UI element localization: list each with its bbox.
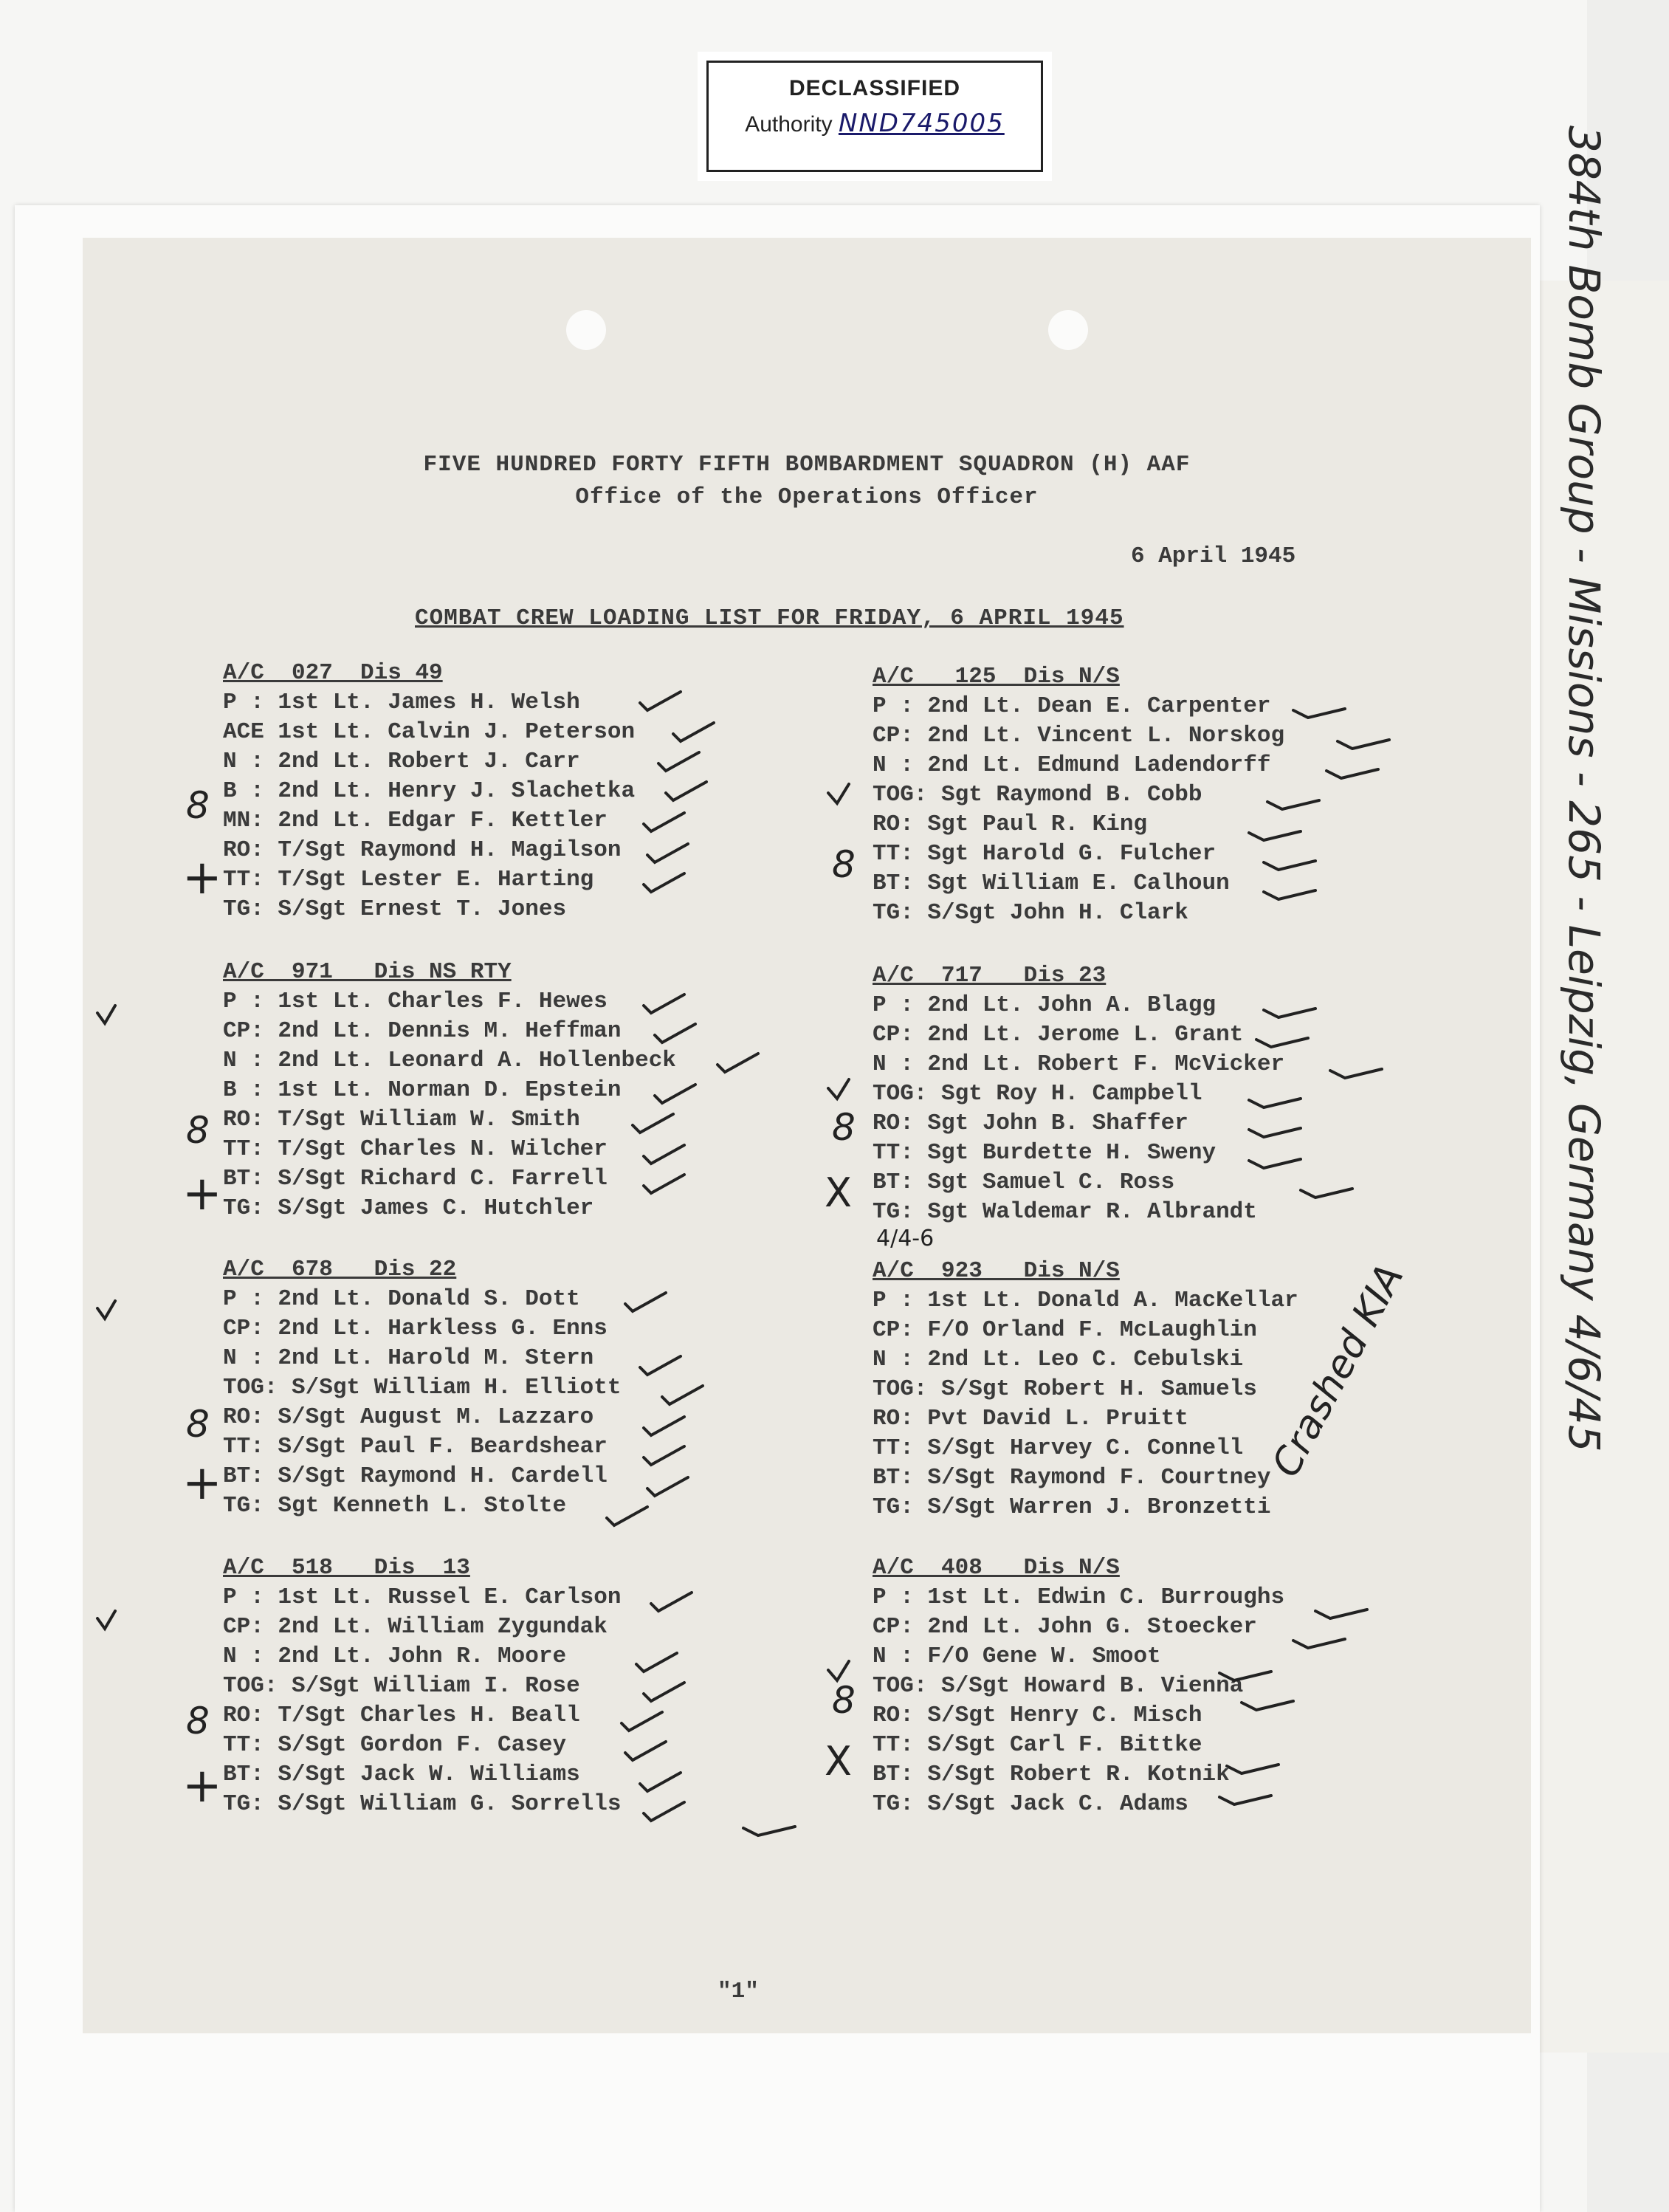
crew-line: P : 1st Lt. Edwin C. Burroughs [873,1584,1285,1610]
handwritten-crashed-note: Crashed KIA [1264,1257,1413,1485]
crew-line: P : 2nd Lt. Dean E. Carpenter [873,693,1271,719]
crew-line: CP: 2nd Lt. Vincent L. Norskog [873,723,1285,749]
crew-line: RO: T/Sgt Raymond H. Magilson [223,837,622,863]
crew-line: MN: 2nd Lt. Edgar F. Kettler [223,808,608,834]
crew-line: CP: 2nd Lt. Dennis M. Heffman [223,1018,622,1044]
crew-line: CP: 2nd Lt. Jerome L. Grant [873,1022,1244,1048]
crew-line: BT: S/Sgt Richard C. Farrell [223,1166,608,1192]
crew-line: ACE 1st Lt. Calvin J. Peterson [223,719,636,745]
crew-line: RO: S/Sgt Henry C. Misch [873,1703,1202,1728]
crew-line: TT: S/Sgt Gordon F. Casey [223,1732,567,1758]
crew-line: TT: T/Sgt Charles N. Wilcher [223,1136,608,1162]
aircraft-heading: A/C 678 Dis 22 [223,1257,457,1282]
handwritten-eight: 8 [832,843,856,886]
declassified-stamp [698,52,1052,181]
handwritten-x: X [825,1738,852,1785]
stamp-title: DECLASSIFIED [788,76,961,100]
handwritten-cross: + [182,1167,222,1221]
crew-line: TT: S/Sgt Paul F. Beardshear [223,1434,608,1460]
crew-line: N : 2nd Lt. John R. Moore [223,1643,567,1669]
crew-line: TT: S/Sgt Harvey C. Connell [873,1435,1244,1461]
authority-value: NND745005 [838,109,1005,138]
handwritten-x: X [825,1169,852,1216]
crew-line: RO: Sgt Paul R. King [873,811,1148,837]
crew-line: TOG: S/Sgt William I. Rose [223,1673,580,1699]
aircraft-heading: A/C 125 Dis N/S [873,664,1120,690]
handwritten-eight: 8 [186,784,210,827]
crew-line: RO: Pvt David L. Pruitt [873,1406,1188,1432]
aircraft-heading: A/C 717 Dis 23 [873,963,1107,989]
crew-line: TG: S/Sgt Jack C. Adams [873,1791,1188,1817]
crew-line: RO: T/Sgt Charles H. Beall [223,1703,580,1728]
crew-line: TT: Sgt Harold G. Fulcher [873,841,1217,867]
crew-line: N : 2nd Lt. Leo C. Cebulski [873,1347,1244,1373]
handwritten-eight: 8 [186,1109,210,1152]
crew-line: BT: S/Sgt Raymond H. Cardell [223,1463,608,1489]
crew-line: TOG: Sgt Roy H. Campbell [873,1081,1202,1107]
authority-label: Authority [745,112,833,137]
crew-line: TOG: S/Sgt William H. Elliott [223,1375,622,1401]
aircraft-heading: A/C 027 Dis 49 [223,660,443,686]
crew-line: TG: Sgt Kenneth L. Stolte [223,1493,567,1519]
handwritten-eight: 8 [832,1106,856,1149]
crew-line: P : 1st Lt. Donald A. MacKellar [873,1288,1298,1313]
crew-line: BT: S/Sgt Jack W. Williams [223,1762,580,1787]
crew-line: B : 2nd Lt. Henry J. Slachetka [223,778,636,804]
handwritten-eight: 8 [186,1403,210,1446]
crew-line: TOG: Sgt Raymond B. Cobb [873,782,1202,808]
handwritten-cross: + [182,851,222,905]
crew-line: TT: S/Sgt Carl F. Bittke [873,1732,1202,1758]
crew-line: CP: 2nd Lt. William Zygundak [223,1614,608,1640]
aircraft-heading: A/C 408 Dis N/S [873,1555,1120,1581]
document-date: 6 April 1945 [1131,543,1296,569]
crew-line: P : 2nd Lt. John A. Blagg [873,992,1217,1018]
document-sheet [83,238,1531,2033]
crew-line: CP: F/O Orland F. McLaughlin [873,1317,1257,1343]
handwritten-cross: + [182,1759,222,1813]
crew-line: TG: S/Sgt John H. Clark [873,900,1188,926]
handwritten-eight: 8 [186,1700,210,1742]
crew-line: TT: T/Sgt Lester E. Harting [223,867,594,893]
checkmark-layer [83,238,1531,2033]
crew-line: N : 2nd Lt. Harold M. Stern [223,1345,594,1371]
aircraft-heading: A/C 971 Dis NS RTY [223,959,512,985]
handwritten-date-note: 4/4-6 [876,1226,935,1251]
crew-line: P : 1st Lt. Russel E. Carlson [223,1584,622,1610]
crew-line: BT: Sgt William E. Calhoun [873,870,1230,896]
crew-line: B : 1st Lt. Norman D. Epstein [223,1077,622,1103]
crew-line: P : 2nd Lt. Donald S. Dott [223,1286,580,1312]
crew-line: BT: S/Sgt Raymond F. Courtney [873,1465,1271,1491]
crew-line: N : F/O Gene W. Smoot [873,1643,1161,1669]
list-title: COMBAT CREW LOADING LIST FOR FRIDAY, 6 APRIL 1945 [415,605,1124,631]
crew-line: N : 2nd Lt. Robert J. Carr [223,749,580,774]
crew-line: BT: S/Sgt Robert R. Kotnik [873,1762,1230,1787]
crew-line: TG: Sgt Waldemar R. Albrandt [873,1199,1257,1225]
crew-line: N : 2nd Lt. Leonard A. Hollenbeck [223,1048,676,1074]
crew-line: N : 2nd Lt. Robert F. McVicker [873,1051,1285,1077]
handwritten-eight: 8 [832,1679,856,1722]
office-heading: Office of the Operations Officer [575,484,1039,510]
page-number: "1" [718,1979,759,2005]
crew-line: TOG: S/Sgt Robert H. Samuels [873,1376,1257,1402]
crew-line: RO: Sgt John B. Shaffer [873,1110,1188,1136]
crew-line: P : 1st Lt. James H. Welsh [223,690,580,715]
aircraft-heading: A/C 518 Dis 13 [223,1555,470,1581]
crew-line: RO: T/Sgt William W. Smith [223,1107,580,1133]
crew-line: TG: S/Sgt Warren J. Bronzetti [873,1494,1271,1520]
crew-line: BT: Sgt Samuel C. Ross [873,1169,1175,1195]
side-annotation: 384th Bomb Group - Missions - 265 - Leipzig, Germany 4/6/45 [1559,126,1609,1452]
crew-line: TG: S/Sgt Ernest T. Jones [223,896,567,922]
crew-line: TOG: S/Sgt Howard B. Vienna [873,1673,1244,1699]
crew-line: RO: S/Sgt August M. Lazzaro [223,1404,594,1430]
aircraft-heading: A/C 923 Dis N/S [873,1258,1120,1284]
crew-line: N : 2nd Lt. Edmund Ladendorff [873,752,1271,778]
squadron-heading: FIVE HUNDRED FORTY FIFTH BOMBARDMENT SQUADRON (H) AAF [423,452,1191,478]
crew-line: TT: Sgt Burdette H. Sweny [873,1140,1217,1166]
crew-line: P : 1st Lt. Charles F. Hewes [223,989,608,1014]
handwritten-cross: + [182,1456,222,1511]
crew-line: TG: S/Sgt William G. Sorrells [223,1791,622,1817]
crew-line: TG: S/Sgt James C. Hutchler [223,1195,594,1221]
crew-line: CP: 2nd Lt. John G. Stoecker [873,1614,1257,1640]
crew-line: CP: 2nd Lt. Harkless G. Enns [223,1316,608,1342]
